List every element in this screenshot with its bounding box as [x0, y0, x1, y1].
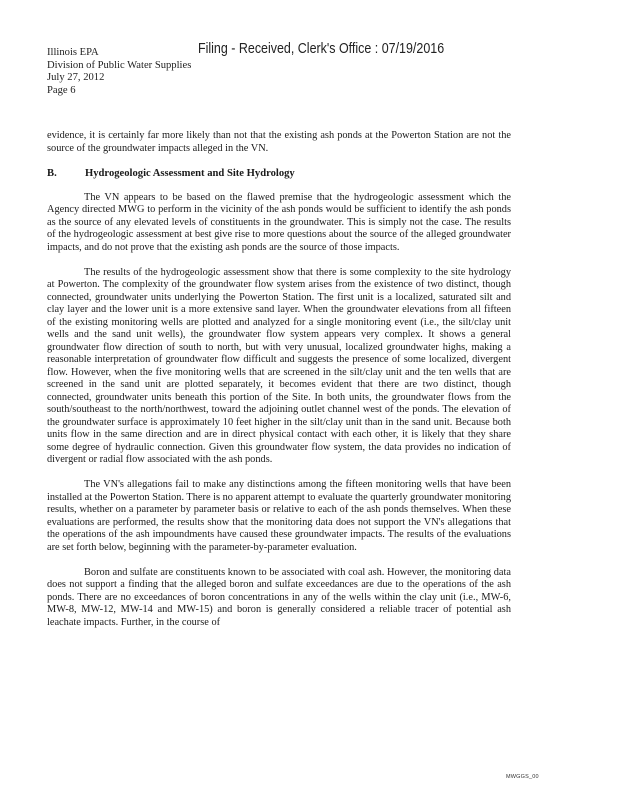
letter-header — [47, 47, 191, 97]
paragraph-boron-sulfate: Boron and sulfate are constituents known to be associated with coal ash. However, the monitoring data does not support a finding that the alleged boron and sulfate exceedances are due to the operations of the ash ponds. There are no exceedances of boron concentrations in any of the wells within the clay unit (i.e., MW-6, MW-8, MW-12, MW-14 and MW-15) and boron is generally considered a reliable tracer of potential ash leachate impacts. Further, in the course of — [47, 566, 511, 628]
bates-number: MWGGS_00 — [506, 774, 539, 780]
header-division: Division of Public Water Supplies — [47, 59, 192, 71]
section-heading — [47, 168, 511, 181]
document-body — [47, 130, 511, 642]
section-label: B. — [47, 167, 57, 179]
paragraph-monitoring-wells: The VN's allegations fail to make any distinctions among the fifteen monitoring wells that have been installed at the Powerton Station. There is no apparent attempt to evaluate the quarterly groundwater monitoring results, whether on a parameter by parameter basis or relative to each of the ash ponds themselves. When these evaluations are performed, the results show that the monitoring data does not support the VN's allegations that the operations of the ash impoundments have caused these groundwater impacts. The results of the evaluations are set forth below, beginning with the parameter-by-parameter evaluation. — [47, 479, 511, 553]
paragraph-site-hydrology: The results of the hydrogeologic assessment show that there is some complexity to the site hydrology at Powerton. The complexity of the groundwater flow system arises from the existence of two distinct, though connected, groundwater units underlying the Powerton Station. The first unit is a localized, saturated silt and clay layer and the lower unit is a more extensive sand layer. When the groundwater elevations from all fifteen of the existing monitoring wells are plotted and analyzed for a single monitoring event (i.e., the silt/clay unit wells and the sand unit wells), the groundwater flow system appears very complex. It shows a general groundwater flow direction of south to north, but with very unusual, localized groundwater highs, making a reasonable interpretation of groundwater flow difficult and suggests the presence of some localized, divergent flow. However, when the five monitoring wells that are screened in the silt/clay unit and the ten wells that are screened in the sand unit are plotted separately, it becomes evident that there are two distinct, though connected, groundwater units beneath this portion of the Site. In both units, the groundwater flows from the south/southeast to the north/northwest, toward the adjoining outlet channel west of the ponds. The elevation of the groundwater surface is approximately 10 feet higher in the silt/clay unit than in the sand unit. Because both units flow in the same direction and are in direct physical contact with each other, it is likely that they share some degree of hydraulic connection. Given this groundwater flow system, the data provides no indication of divergent or radial flow associated with the ash ponds. — [47, 266, 511, 465]
section-title: Hydrogeologic Assessment and Site Hydrology — [85, 167, 295, 179]
header-date: July 27, 2012 — [47, 72, 105, 84]
header-page: Page 6 — [47, 84, 76, 96]
paragraph-continued: evidence, it is certainly far more likely than not that the existing ash ponds at the Powerton Station are not the source of the groundwater impacts alleged in the VN. — [47, 130, 511, 154]
paragraph-hydrogeologic-premise: The VN appears to be based on the flawed premise that the hydrogeologic assessment which the Agency directed MWG to perform in the vicinity of the ash ponds would be sufficient to identify the ash ponds as the source of any elevated levels of constituents in the groundwater. This is simply not the case. The results of the hydrogeologic assessment at best give rise to more questions about the source of the alleged groundwater impacts, and do not prove that the existing ash ponds are the source of those impacts. — [47, 191, 511, 253]
header-agency: Illinois EPA — [47, 47, 99, 58]
filing-stamp: Filing - Received, Clerk's Office : 07/19/2016 — [198, 41, 445, 57]
